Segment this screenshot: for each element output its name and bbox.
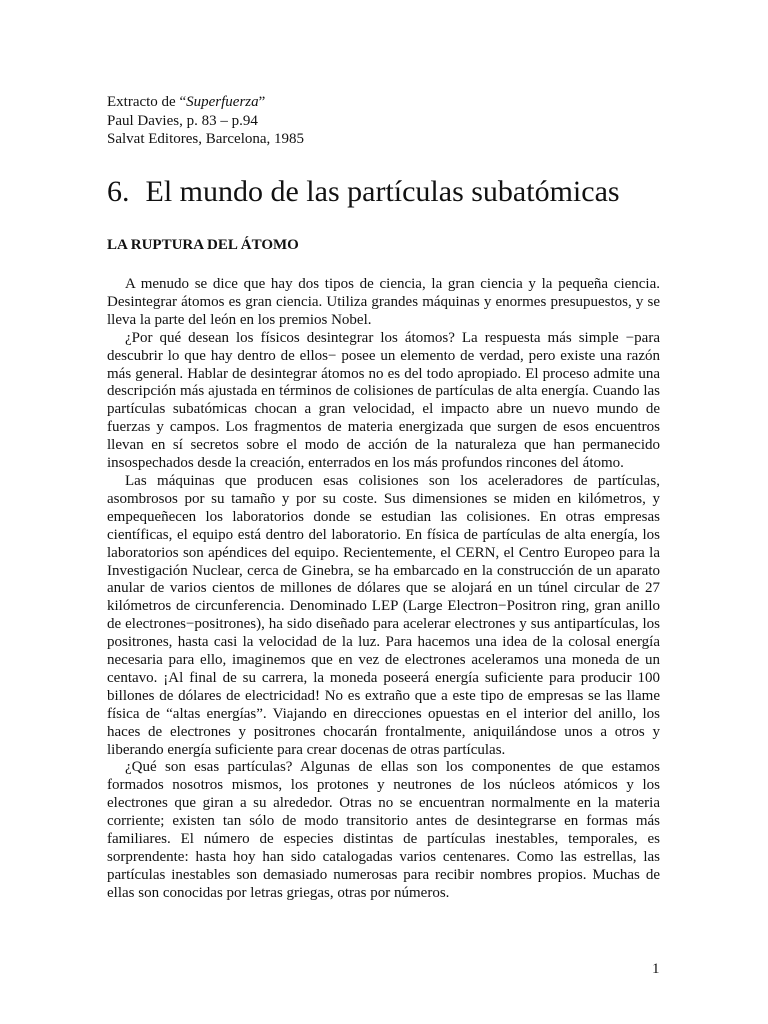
section-heading: LA RUPTURA DEL ÁTOMO xyxy=(107,237,299,253)
source-prefix: Extracto de “ xyxy=(107,94,187,110)
paragraph: ¿Qué son esas partículas? Algunas de ellas son los componentes de que estamos formados nosotros mismos, los protones y neutrones de los núcleos atómicos y los electrones que giran a su alrededor. Otras no se encuentran normalmente en la materia corriente; existen tan sólo de modo transitorio antes de desintegrarse en formas más familiares. El número de especies distintas de partículas inestables, temporales, es sorprendente: hasta hoy han sido catalogadas varios centenares. Como las estrellas, las partículas inestables son demasiado numerosas para recibir nombres propios. Muchas de ellas son conocidas por letras griegas, otras por números. xyxy=(107,759,660,901)
source-line-publisher: Salvat Editores, Barcelona, 1985 xyxy=(107,131,305,147)
paragraph: A menudo se dice que hay dos tipos de ciencia, la gran ciencia y la pequeña ciencia. Desintegrar átomos es gran ciencia. Utiliza grandes máquinas y enormes presupuestos, y se lleva la parte del león en los premios Nobel. xyxy=(107,276,660,328)
chapter-number: 6. xyxy=(107,175,130,208)
source-line-book xyxy=(107,93,304,112)
paragraph: ¿Por qué desean los físicos desintegrar los átomos? La respuesta más simple −para descubrir lo que hay dentro de ellos− posee un elemento de verdad, pero existe una razón más general. Hablar de desintegrar átomos no es del todo apropiado. El proceso admite una descripción más ajustada en términos de colisiones de partículas de alta energía. Cuando las partículas subatómicas chocan a gran velocidad, el impacto abre un nuevo mundo de fuerzas y campos. Los fragmentos de materia energizada que surgen de esos encuentros llevan en sí secretos sobre el modo de acción de la naturaleza que han permanecido insospechados desde la creación, enterrados en los más profundos rincones del átomo. xyxy=(107,329,660,472)
source-suffix: ” xyxy=(258,94,266,110)
chapter-title-text: El mundo de las partículas subatómicas xyxy=(145,175,620,208)
page-number: 1 xyxy=(652,961,660,977)
paragraph: Las máquinas que producen esas colisiones son los aceleradores de partículas, asombrosos por su tamaño y por su coste. Sus dimensiones se miden en kilómetros, y empequeñecen los laboratorios donde se estudian las colisiones. En otras empresas científicas, el equipo está dentro del laboratorio. En física de partículas de alta energía, los laboratorios son apéndices del equipo. Recientemente, el CERN, el Centro Europeo para la Investigación Nuclear, cerca de Ginebra, se ha embarcado en la construcción de un aparato anular de varios cientos de millones de dólares que se alojará en un túnel circular de 27 kilómetros de circunferencia. Denominado LEP (Large Electron−Positron ring, gran anillo de electrones−positrones), ha sido diseñado para acelerar electrones y sus antipartículas, los positrones, hasta casi la velocidad de la luz. Para hacemos una idea de la colosal energía necesaria para ello, imaginemos que en vez de electrones aceleramos una moneda de un centavo. ¡Al final de su carrera, la moneda poseerá energía suficiente para producir 100 billones de dólares de electricidad! No es extraño que a este tipo de empresas se las llame física de “altas energías”. Viajando en direcciones opuestas en el interior del anillo, los haces de electrones y positrones chocarán frontalmente, aniquilándose unos a otros y liberando energía suficiente para crear docenas de otras partículas. xyxy=(107,472,660,758)
source-book-title: Superfuerza xyxy=(186,94,259,110)
source-citation xyxy=(107,93,304,149)
chapter-title xyxy=(107,172,620,212)
source-line-author: Paul Davies, p. 83 – p.94 xyxy=(107,112,258,129)
body-text xyxy=(107,276,660,903)
